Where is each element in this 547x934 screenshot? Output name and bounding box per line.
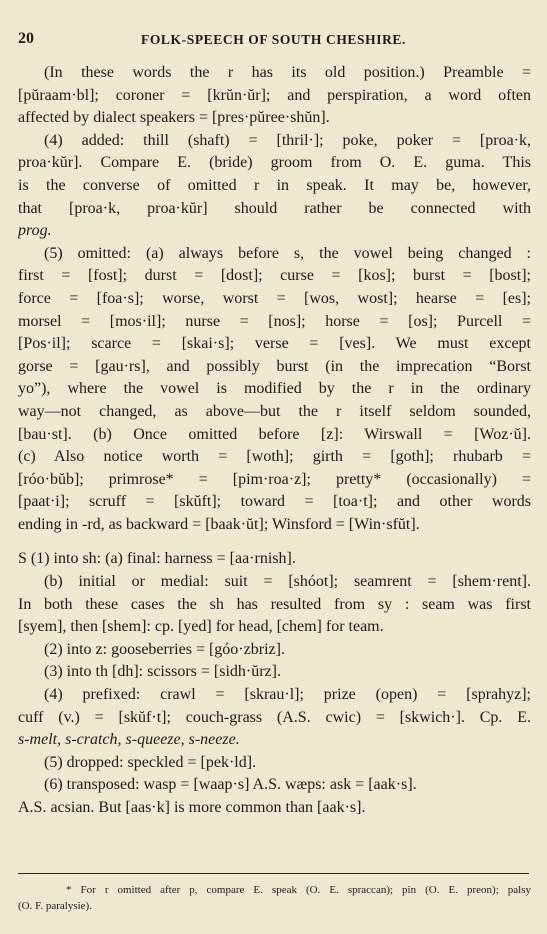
- text-line: force = [foa·s]; worse, worst = [wos, wost]; hearse = [es];: [18, 289, 531, 307]
- text-line: s-melt, s-cratch, s-queeze, s-neeze.: [18, 731, 240, 749]
- text-line: (2) into z: gooseberries = [góo·zbriz].: [44, 640, 285, 658]
- footnote: [18, 882, 531, 914]
- text-line: (b) initial or medial: suit = [shóot]; seamrent = [shem·rent].: [44, 573, 531, 591]
- text-line: [pŭraam·bl]; coroner = [krŭn·ŭr]; and perspiration, a word often: [18, 86, 531, 104]
- footnote-rule: [18, 873, 529, 874]
- text-line: is the converse of omitted r in speak. It may be, however,: [18, 176, 531, 194]
- text-line: first = [fost]; durst = [dost]; curse = [kos]; burst = [bost];: [18, 267, 531, 285]
- text-line: (5) omitted: (a) always before s, the vowel being changed :: [44, 244, 531, 262]
- text-line: A.S. acsian. But [aas·k] is more common than [aak·s].: [18, 799, 366, 816]
- text-line: [bau·st]. (b) Once omitted before [z]: Wirswall = [Woz·ŭ].: [18, 425, 531, 443]
- page-header: [18, 30, 529, 52]
- text-line: yo”), where the vowel is modified by the r in the ordinary: [18, 380, 531, 398]
- text-line: In both these cases the sh has resulted from sy : seam was first: [18, 595, 531, 613]
- text-line: morsel = [mos·il]; nurse = [nos]; horse = [os]; Purcell =: [18, 312, 531, 330]
- text-line: that [proa·k, proa·kŭr] should rather be connected with: [18, 199, 531, 217]
- text-line: [róo·bŭb]; primrose* = [pim·roa·z]; pretty* (occasionally) =: [18, 470, 531, 488]
- page-number: 20: [18, 30, 34, 47]
- text-line: affected by dialect speakers = [pres·pŭree·shŭn].: [18, 109, 330, 127]
- text-line: (c) Also notice worth = [woth]; girth = [goth]; rhubarb =: [18, 448, 531, 466]
- text-line: way—not changed, as above—but the r itself seldom sounded,: [18, 402, 531, 420]
- text-line: ending in -rd, as backward = [baak·ŭt]; Winsford = [Win·sfŭt].: [18, 515, 420, 533]
- body-text: [18, 62, 531, 820]
- text-line: S (1) into sh: (a) final: harness = [aa·rnish].: [18, 550, 296, 568]
- footnote-line: (O. F. paralysie).: [18, 900, 92, 912]
- text-line: [syem], then [shem]: cp. [yed] for head, [chem] for team.: [18, 618, 384, 636]
- section-gap: [18, 536, 531, 548]
- text-line: [paat·i]; scruff = [skŭft]; toward = [toa·t]; and other words: [18, 493, 531, 511]
- text-line: (5) dropped: speckled = [pek·ld].: [44, 753, 257, 771]
- text-line: (4) prefixed: crawl = [skrau·l]; prize (open) = [sprahyz];: [44, 686, 531, 704]
- text-line: cuff (v.) = [skŭf·t]; couch-grass (A.S. cwic) = [skwich·]. Cp. E.: [18, 708, 531, 726]
- text-line: proa·kŭr]. Compare E. (bride) groom from O. E. guma. This: [18, 154, 531, 172]
- text-line: (In these words the r has its old position.) Preamble =: [44, 64, 531, 81]
- footnote-line: * For r omitted after p, compare E. speak (O. E. spraccan); pin (O. E. preon); palsy: [66, 884, 531, 896]
- text-line: (6) transposed: wasp = [waap·s] A.S. wæps: ask = [aak·s].: [44, 776, 417, 794]
- text-line: prog.: [18, 222, 52, 240]
- text-line: (4) added: thill (shaft) = [thril·]; poke, poker = [proa·k,: [44, 131, 531, 149]
- running-title: FOLK-SPEECH OF SOUTH CHESHIRE.: [140, 32, 407, 47]
- text-line: [Pos·il]; scarce = [skai·s]; verse = [ves]. We must except: [18, 335, 531, 353]
- text-line: gorse = [gau·rs], and possibly burst (in the imprecation “Borst: [18, 357, 531, 375]
- text-line: (3) into th [dh]: scissors = [sidh·ŭrz].: [44, 663, 281, 681]
